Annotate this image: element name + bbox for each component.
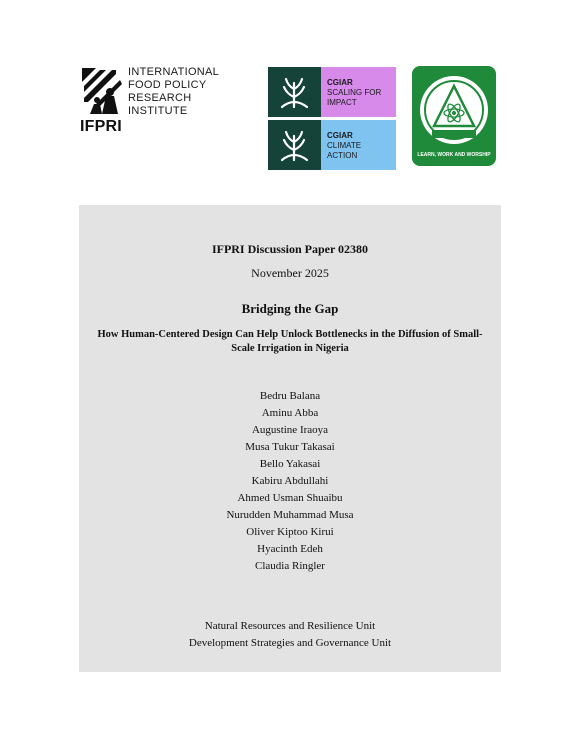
research-units xyxy=(79,618,501,652)
research-unit: Development Strategies and Governance Unit xyxy=(188,637,392,649)
author-name: Augustine Iraoya xyxy=(251,424,329,436)
university-seal-logo xyxy=(412,66,496,166)
author-name: Bedru Balana xyxy=(259,390,321,402)
author-name: Musa Tukur Takasai xyxy=(245,441,335,453)
seal-motto: LEARN, WORK AND WORSHIP xyxy=(417,152,491,158)
author-name: Aminu Abba xyxy=(261,407,319,419)
paper-subtitle: How Human-Centered Design Can Help Unlock Bottlenecks in the Diffusion of Small-Scale Irrigation in Nigeria xyxy=(97,329,483,354)
cgiar-climate-label: CGIAR CLIMATE ACTION xyxy=(321,120,396,170)
cgiar-wheat-icon xyxy=(268,120,321,170)
author-name: Claudia Ringler xyxy=(255,560,325,572)
author-name: Oliver Kiptoo Kirui xyxy=(246,526,334,538)
author-name: Ahmed Usman Shuaibu xyxy=(237,492,343,504)
publication-date: November 2025 xyxy=(251,266,329,280)
ifpri-logo xyxy=(80,66,220,136)
author-name: Hyacinth Edeh xyxy=(257,543,323,555)
author-name: Bello Yakasai xyxy=(259,458,321,470)
author-name: Nurudden Muhammad Musa xyxy=(226,509,354,521)
author-name: Kabiru Abdullahi xyxy=(251,475,329,487)
ifpri-emblem-icon xyxy=(80,66,124,116)
ifpri-full-name: INTERNATIONAL FOOD POLICY RESEARCH INSTITUTE xyxy=(128,66,220,117)
cgiar-scaling-label: CGIAR SCALING FOR IMPACT xyxy=(321,67,396,117)
cover-panel xyxy=(79,205,501,672)
cgiar-wheat-icon xyxy=(268,67,321,117)
cgiar-climate-logo xyxy=(268,120,396,170)
cgiar-scaling-logo xyxy=(268,67,396,117)
university-seal-icon xyxy=(412,66,496,166)
paper-title: Bridging the Gap xyxy=(241,301,339,316)
discussion-paper-number: IFPRI Discussion Paper 02380 xyxy=(211,242,369,256)
author-list xyxy=(79,388,501,575)
ifpri-acronym: IFPRI xyxy=(80,118,122,135)
research-unit: Natural Resources and Resilience Unit xyxy=(204,620,376,632)
